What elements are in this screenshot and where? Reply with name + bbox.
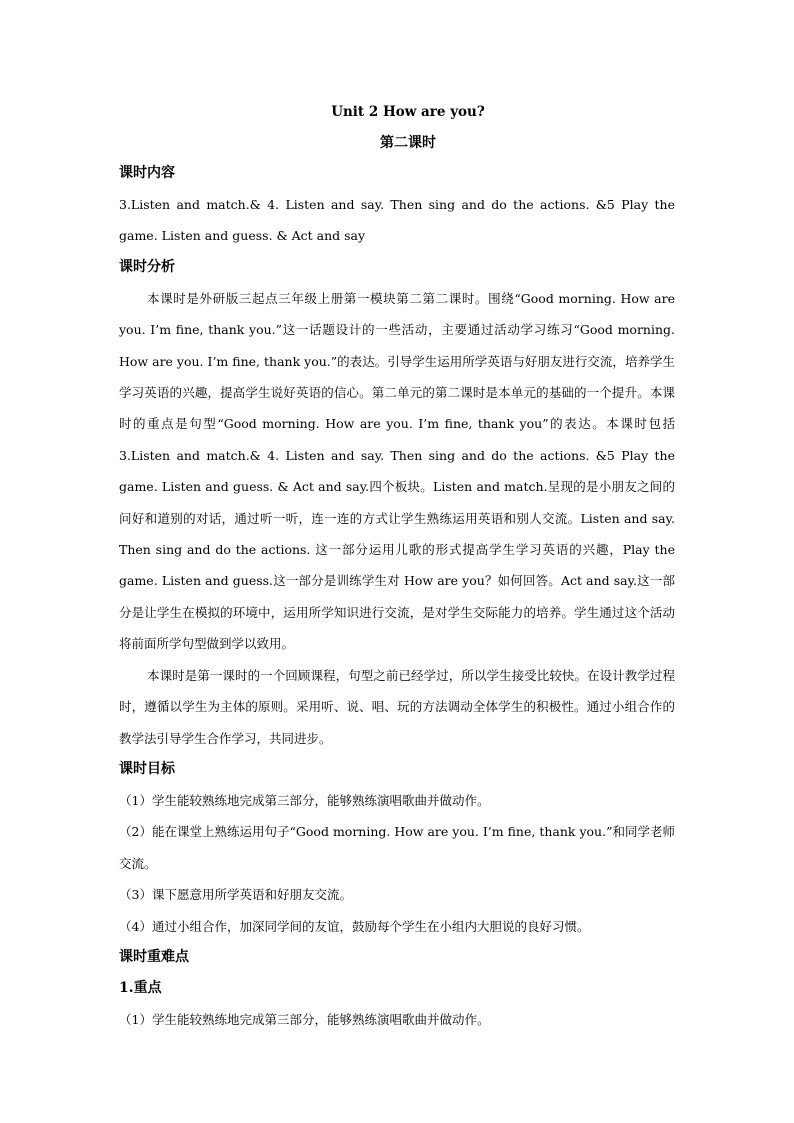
content-paragraph: 3.Listen and match.& 4. Listen and say. Then sing and do the actions. &5 Play the game. Listen and guess. & Act and say: [119, 197, 675, 244]
objective-item-4: （4）通过小组合作，加深同学间的友谊，鼓励每个学生在小组内大胆说的良好习惯。: [119, 918, 590, 934]
analysis-paragraph-2: 本课时是第一课时的一个回顾课程，句型之前已经学过，所以学生接受比较快。在设计教学过程时，遵循以学生为主体的原则。采用听、说、唱、玩的方法调动全体学生的积极性。通过小组合作的教学法引导学生合作学习，共同进步。: [119, 667, 675, 746]
key-point-item-1: （1）学生能较熟练地完成第三部分，能够熟练演唱歌曲并做动作。: [119, 1011, 490, 1027]
lesson-subtitle: 第二课时: [380, 135, 436, 151]
objective-item-3: （3）课下愿意用所学英语和好朋友交流。: [119, 887, 352, 903]
section-heading-content: 课时内容: [119, 165, 175, 181]
document-title: Unit 2 How are you?: [331, 104, 485, 120]
document-page: [119, 100, 675, 1035]
objective-item-1: （1）学生能较熟练地完成第三部分，能够熟练演唱歌曲并做动作。: [119, 792, 490, 808]
section-heading-objectives: 课时目标: [119, 760, 175, 777]
objective-item-2: （2）能在课堂上熟练运用句子“Good morning. How are you. I’m fine, thank you.”和同学老师交流。: [119, 824, 675, 871]
subheading-key-point: 1.重点: [119, 979, 162, 996]
section-heading-key-points: 课时重难点: [119, 948, 189, 965]
analysis-paragraph-1: 本课时是外研版三起点三年级上册第一模块第二第二课时。围绕“Good morning. How are you. I’m fine, thank you.”这一话题设计的一些活动，主要通过活动学习练习“Good morning. How are you. I’m fine, thank you.”的表达。引导学生运用所学英语与好朋友进行交流，培养学生学习英语的兴趣，提高学生说好英语的信心。第二单元的第二课时是本单元的基础的一个提升。本课时的重点是句型“Good morning. How are you. I’m fine, thank you”的表达。本课时包括 3.Listen and match.& 4. Listen and say. Then sing and do the actions. &5 Play the game. Listen and guess. & Act and say.四个板块。Listen and match.呈现的是小朋友之间的问好和道别的对话，通过听一听，连一连的方式让学生熟练运用英语和别人交流。Listen and say. Then sing and do the actions. 这一部分运用儿歌的形式提高学生学习英语的兴趣，Play the game. Listen and guess.这一部分是训练学生对 How are you？如何回答。Act and say.这一部分是让学生在模拟的环境中，运用所学知识进行交流，是对学生交际能力的培养。学生通过这个活动将前面所学句型做到学以致用。: [119, 290, 675, 652]
section-heading-analysis: 课时分析: [119, 258, 175, 275]
